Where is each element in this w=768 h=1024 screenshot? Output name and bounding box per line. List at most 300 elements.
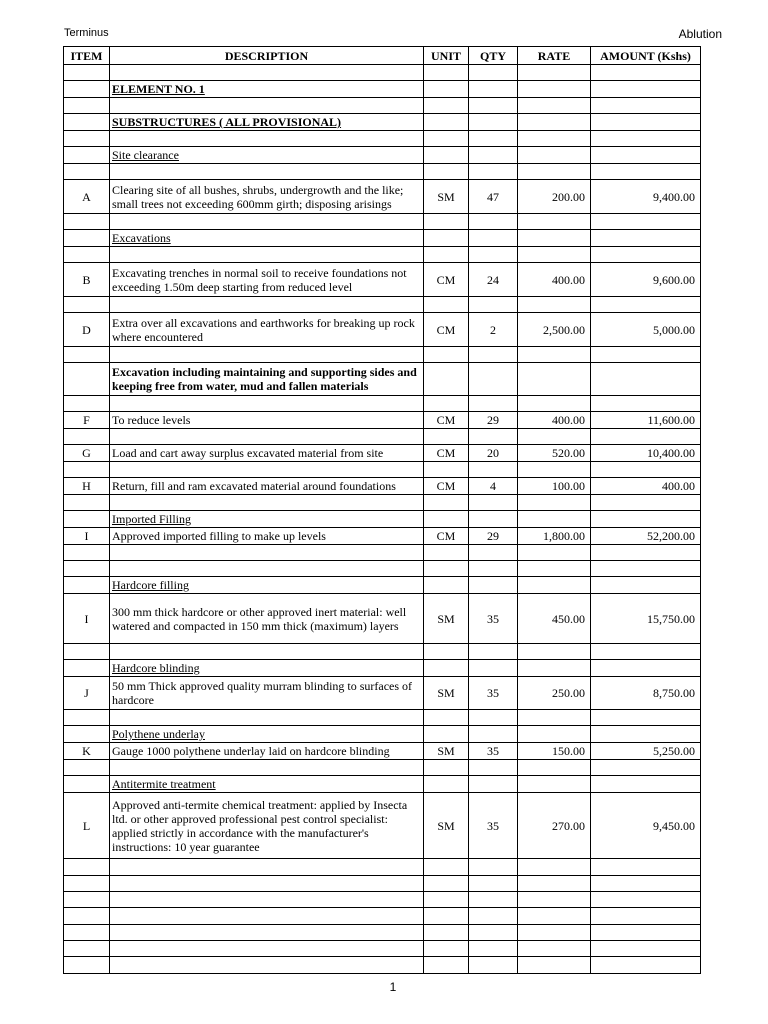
cell-rate — [518, 941, 591, 957]
cell-description — [110, 98, 424, 114]
cell-qty — [469, 892, 518, 908]
cell-unit — [424, 876, 469, 892]
table-row — [64, 660, 701, 677]
cell-qty — [469, 297, 518, 313]
cell-rate — [518, 147, 591, 164]
table-row — [64, 859, 701, 876]
cell-rate — [518, 660, 591, 677]
cell-item — [64, 941, 110, 957]
cell-item — [64, 297, 110, 313]
cell-qty: 24 — [469, 263, 518, 297]
cell-qty: 2 — [469, 313, 518, 347]
table-row — [64, 892, 701, 908]
cell-rate — [518, 892, 591, 908]
cell-description: Hardcore blinding — [110, 660, 424, 677]
cell-rate: 100.00 — [518, 478, 591, 495]
cell-rate: 520.00 — [518, 445, 591, 462]
cell-amount — [591, 644, 701, 660]
cell-amount — [591, 511, 701, 528]
cell-item: J — [64, 677, 110, 710]
cell-qty: 35 — [469, 743, 518, 760]
cell-amount — [591, 297, 701, 313]
cell-description — [110, 164, 424, 180]
cell-description: Approved anti-termite chemical treatment: applied by Insecta ltd. or other approved professional pest control specialist: applied strictly in accordance with the manufacturer's instructions: 10 year guarantee — [110, 793, 424, 859]
cell-description — [110, 214, 424, 230]
cell-qty: 29 — [469, 528, 518, 545]
cell-amount — [591, 957, 701, 974]
cell-qty: 35 — [469, 677, 518, 710]
cell-unit: SM — [424, 793, 469, 859]
cell-unit — [424, 644, 469, 660]
table-row — [64, 594, 701, 644]
cell-item — [64, 908, 110, 925]
cell-unit — [424, 511, 469, 528]
cell-qty — [469, 164, 518, 180]
cell-qty: 4 — [469, 478, 518, 495]
cell-description: Imported Filling — [110, 511, 424, 528]
header-project-name: Terminus — [64, 27, 109, 39]
cell-qty — [469, 429, 518, 445]
table-row — [64, 180, 701, 214]
cell-amount — [591, 147, 701, 164]
cell-amount: 9,400.00 — [591, 180, 701, 214]
cell-description — [110, 561, 424, 577]
cell-description: Approved imported filling to make up levels — [110, 528, 424, 545]
cell-rate — [518, 214, 591, 230]
table-row — [64, 644, 701, 660]
cell-unit — [424, 462, 469, 478]
cell-rate — [518, 230, 591, 247]
cell-amount: 9,600.00 — [591, 263, 701, 297]
cell-amount — [591, 462, 701, 478]
cell-qty — [469, 147, 518, 164]
table-row — [64, 677, 701, 710]
cell-item — [64, 247, 110, 263]
cell-rate — [518, 726, 591, 743]
header-section-name: Ablution — [678, 27, 722, 41]
table-row — [64, 363, 701, 396]
cell-rate: 400.00 — [518, 412, 591, 429]
cell-rate — [518, 577, 591, 594]
cell-unit — [424, 429, 469, 445]
cell-item: B — [64, 263, 110, 297]
cell-description — [110, 297, 424, 313]
cell-rate — [518, 247, 591, 263]
cell-amount — [591, 131, 701, 147]
cell-qty — [469, 925, 518, 941]
cell-description — [110, 941, 424, 957]
cell-qty — [469, 495, 518, 511]
page-number: 1 — [389, 980, 397, 994]
cell-qty: 35 — [469, 793, 518, 859]
cell-amount: 5,000.00 — [591, 313, 701, 347]
cell-amount: 8,750.00 — [591, 677, 701, 710]
cell-qty — [469, 214, 518, 230]
table-row — [64, 230, 701, 247]
cell-item — [64, 396, 110, 412]
cell-unit — [424, 561, 469, 577]
cell-amount — [591, 98, 701, 114]
cell-amount — [591, 214, 701, 230]
cell-unit — [424, 363, 469, 396]
cell-item — [64, 776, 110, 793]
table-row — [64, 577, 701, 594]
table-row — [64, 396, 701, 412]
cell-qty — [469, 462, 518, 478]
cell-qty — [469, 776, 518, 793]
cell-unit: SM — [424, 180, 469, 214]
cell-rate — [518, 297, 591, 313]
table-row — [64, 528, 701, 545]
cell-description: Excavating trenches in normal soil to receive foundations not exceeding 1.50m deep starting from reduced level — [110, 263, 424, 297]
cell-description — [110, 710, 424, 726]
cell-item — [64, 164, 110, 180]
cell-unit — [424, 660, 469, 677]
cell-rate — [518, 760, 591, 776]
table-row — [64, 164, 701, 180]
table-row — [64, 495, 701, 511]
cell-rate — [518, 363, 591, 396]
table-row — [64, 412, 701, 429]
cell-description: Return, fill and ram excavated material around foundations — [110, 478, 424, 495]
cell-description: Gauge 1000 polythene underlay laid on hardcore blinding — [110, 743, 424, 760]
cell-rate — [518, 859, 591, 876]
cell-rate — [518, 710, 591, 726]
column-header-qty: QTY — [469, 47, 518, 65]
cell-unit — [424, 892, 469, 908]
cell-qty — [469, 644, 518, 660]
cell-rate — [518, 164, 591, 180]
cell-rate — [518, 957, 591, 974]
cell-item — [64, 65, 110, 81]
cell-unit — [424, 396, 469, 412]
cell-amount — [591, 247, 701, 263]
cell-rate: 150.00 — [518, 743, 591, 760]
cell-description — [110, 859, 424, 876]
cell-amount — [591, 726, 701, 743]
cell-amount — [591, 230, 701, 247]
cell-rate: 2,500.00 — [518, 313, 591, 347]
cell-unit — [424, 495, 469, 511]
cell-description: Antitermite treatment — [110, 776, 424, 793]
cell-description — [110, 957, 424, 974]
cell-item — [64, 98, 110, 114]
cell-unit — [424, 98, 469, 114]
cell-item: D — [64, 313, 110, 347]
table-header-row — [64, 47, 701, 65]
cell-amount — [591, 164, 701, 180]
cell-item: L — [64, 793, 110, 859]
cell-amount — [591, 892, 701, 908]
cell-unit — [424, 908, 469, 925]
cell-description — [110, 892, 424, 908]
cell-rate — [518, 347, 591, 363]
cell-amount — [591, 65, 701, 81]
cell-unit: CM — [424, 412, 469, 429]
cell-item — [64, 462, 110, 478]
cell-unit: CM — [424, 445, 469, 462]
table-row — [64, 131, 701, 147]
cell-item — [64, 760, 110, 776]
cell-rate — [518, 495, 591, 511]
cell-description — [110, 247, 424, 263]
table-row — [64, 347, 701, 363]
cell-amount: 15,750.00 — [591, 594, 701, 644]
cell-item: K — [64, 743, 110, 760]
cell-description: ELEMENT NO. 1 — [110, 81, 424, 98]
cell-rate — [518, 908, 591, 925]
cell-item — [64, 230, 110, 247]
cell-item — [64, 577, 110, 594]
cell-rate: 400.00 — [518, 263, 591, 297]
cell-amount — [591, 545, 701, 561]
cell-qty — [469, 545, 518, 561]
table-row — [64, 263, 701, 297]
cell-description — [110, 495, 424, 511]
table-row — [64, 776, 701, 793]
cell-item: G — [64, 445, 110, 462]
cell-unit — [424, 710, 469, 726]
cell-item — [64, 876, 110, 892]
table-row — [64, 65, 701, 81]
cell-amount — [591, 495, 701, 511]
cell-unit — [424, 347, 469, 363]
cell-unit — [424, 230, 469, 247]
cell-description: Excavation including maintaining and supporting sides and keeping free from water, mud and fallen materials — [110, 363, 424, 396]
cell-item — [64, 214, 110, 230]
cell-description: Polythene underlay — [110, 726, 424, 743]
table-row — [64, 445, 701, 462]
column-header-description: DESCRIPTION — [110, 47, 424, 65]
cell-unit — [424, 131, 469, 147]
cell-amount: 11,600.00 — [591, 412, 701, 429]
cell-description — [110, 760, 424, 776]
column-header-unit: UNIT — [424, 47, 469, 65]
table-body — [64, 65, 701, 974]
cell-qty — [469, 660, 518, 677]
cell-unit: SM — [424, 594, 469, 644]
cell-amount: 9,450.00 — [591, 793, 701, 859]
cell-qty — [469, 859, 518, 876]
cell-qty — [469, 65, 518, 81]
cell-amount — [591, 561, 701, 577]
cell-description: Site clearance — [110, 147, 424, 164]
cell-qty — [469, 876, 518, 892]
cell-qty — [469, 511, 518, 528]
cell-qty — [469, 908, 518, 925]
cell-qty — [469, 247, 518, 263]
table-row — [64, 941, 701, 957]
cell-rate — [518, 925, 591, 941]
cell-description — [110, 462, 424, 478]
cell-item: H — [64, 478, 110, 495]
cell-description — [110, 545, 424, 561]
cell-rate — [518, 396, 591, 412]
cell-amount — [591, 876, 701, 892]
cell-unit — [424, 760, 469, 776]
bill-of-quantities-table — [63, 46, 701, 974]
cell-description: Clearing site of all bushes, shrubs, undergrowth and the like; small trees not exceeding 600mm girth; disposing arisings — [110, 180, 424, 214]
cell-qty — [469, 347, 518, 363]
cell-unit: CM — [424, 528, 469, 545]
cell-description — [110, 908, 424, 925]
column-header-rate: RATE — [518, 47, 591, 65]
cell-unit — [424, 577, 469, 594]
cell-item — [64, 114, 110, 131]
table-row — [64, 710, 701, 726]
table-row — [64, 743, 701, 760]
cell-description — [110, 644, 424, 660]
cell-amount: 10,400.00 — [591, 445, 701, 462]
cell-unit: CM — [424, 263, 469, 297]
cell-qty — [469, 230, 518, 247]
cell-amount — [591, 776, 701, 793]
cell-unit: CM — [424, 478, 469, 495]
cell-unit — [424, 147, 469, 164]
cell-item — [64, 957, 110, 974]
cell-description: 300 mm thick hardcore or other approved inert material: well watered and compacted in 150 mm thick (maximum) layers — [110, 594, 424, 644]
cell-qty — [469, 396, 518, 412]
cell-item — [64, 726, 110, 743]
cell-rate — [518, 561, 591, 577]
table-row — [64, 114, 701, 131]
cell-qty — [469, 561, 518, 577]
cell-unit: SM — [424, 677, 469, 710]
cell-rate — [518, 429, 591, 445]
table-row — [64, 511, 701, 528]
cell-description: Load and cart away surplus excavated material from site — [110, 445, 424, 462]
cell-amount — [591, 396, 701, 412]
cell-description: 50 mm Thick approved quality murram blinding to surfaces of hardcore — [110, 677, 424, 710]
cell-item — [64, 347, 110, 363]
cell-rate — [518, 776, 591, 793]
cell-qty: 47 — [469, 180, 518, 214]
cell-amount — [591, 925, 701, 941]
table-row — [64, 760, 701, 776]
cell-unit — [424, 297, 469, 313]
table-row — [64, 214, 701, 230]
cell-description — [110, 65, 424, 81]
cell-item — [64, 545, 110, 561]
cell-item — [64, 644, 110, 660]
cell-rate — [518, 98, 591, 114]
cell-item — [64, 925, 110, 941]
table-row — [64, 297, 701, 313]
cell-unit — [424, 81, 469, 98]
cell-qty — [469, 131, 518, 147]
cell-unit — [424, 65, 469, 81]
cell-item — [64, 147, 110, 164]
table-row — [64, 429, 701, 445]
cell-rate — [518, 131, 591, 147]
cell-unit — [424, 726, 469, 743]
cell-rate — [518, 545, 591, 561]
column-header-amount: AMOUNT (Kshs) — [591, 47, 701, 65]
cell-rate — [518, 644, 591, 660]
cell-item: F — [64, 412, 110, 429]
cell-description — [110, 396, 424, 412]
cell-item — [64, 710, 110, 726]
cell-description — [110, 429, 424, 445]
table-row — [64, 957, 701, 974]
cell-qty — [469, 363, 518, 396]
cell-description: To reduce levels — [110, 412, 424, 429]
table-row — [64, 793, 701, 859]
cell-unit: SM — [424, 743, 469, 760]
cell-qty — [469, 114, 518, 131]
cell-item: A — [64, 180, 110, 214]
cell-unit — [424, 941, 469, 957]
cell-amount — [591, 660, 701, 677]
cell-qty — [469, 98, 518, 114]
cell-rate: 200.00 — [518, 180, 591, 214]
cell-amount — [591, 347, 701, 363]
cell-amount — [591, 81, 701, 98]
cell-rate — [518, 462, 591, 478]
table-row — [64, 545, 701, 561]
cell-qty — [469, 941, 518, 957]
cell-description — [110, 876, 424, 892]
cell-qty: 20 — [469, 445, 518, 462]
table-row — [64, 876, 701, 892]
cell-unit — [424, 214, 469, 230]
cell-qty — [469, 81, 518, 98]
cell-item — [64, 511, 110, 528]
cell-qty — [469, 577, 518, 594]
cell-amount — [591, 429, 701, 445]
table-row — [64, 925, 701, 941]
cell-description: Hardcore filling — [110, 577, 424, 594]
cell-rate: 270.00 — [518, 793, 591, 859]
cell-amount — [591, 363, 701, 396]
table-row — [64, 908, 701, 925]
cell-unit — [424, 164, 469, 180]
cell-rate: 450.00 — [518, 594, 591, 644]
table-row — [64, 247, 701, 263]
cell-rate — [518, 511, 591, 528]
cell-amount — [591, 941, 701, 957]
table-row — [64, 462, 701, 478]
table-row — [64, 98, 701, 114]
cell-amount — [591, 710, 701, 726]
cell-item — [64, 859, 110, 876]
column-header-item: ITEM — [64, 47, 110, 65]
cell-item — [64, 81, 110, 98]
cell-qty — [469, 957, 518, 974]
cell-amount: 52,200.00 — [591, 528, 701, 545]
cell-rate — [518, 65, 591, 81]
cell-rate — [518, 876, 591, 892]
cell-qty: 29 — [469, 412, 518, 429]
cell-amount — [591, 577, 701, 594]
cell-amount: 5,250.00 — [591, 743, 701, 760]
cell-unit: CM — [424, 313, 469, 347]
table-row — [64, 313, 701, 347]
cell-item — [64, 892, 110, 908]
cell-unit — [424, 114, 469, 131]
cell-description — [110, 347, 424, 363]
cell-description — [110, 925, 424, 941]
cell-item — [64, 131, 110, 147]
cell-item — [64, 660, 110, 677]
cell-qty: 35 — [469, 594, 518, 644]
cell-unit — [424, 957, 469, 974]
cell-qty — [469, 726, 518, 743]
cell-amount — [591, 859, 701, 876]
table-row — [64, 81, 701, 98]
cell-unit — [424, 859, 469, 876]
cell-unit — [424, 247, 469, 263]
